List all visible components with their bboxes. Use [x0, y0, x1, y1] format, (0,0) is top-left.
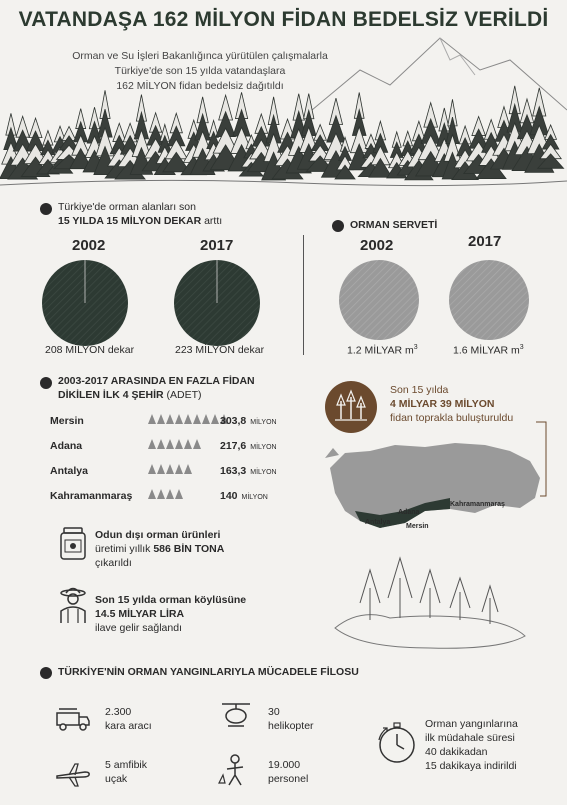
tree-bar [148, 414, 228, 424]
tree-icon [211, 414, 219, 424]
intro-line-1: Orman ve Su İşleri Bakanlığınca yürütülen çalışmalarla [72, 50, 328, 62]
fleet-heading: TÜRKİYE'NİN ORMAN YANGINLARIYLA MÜCADELE FİLOSU [58, 666, 359, 678]
pie-wealth-2002 [337, 258, 421, 342]
tree-icon [166, 414, 174, 424]
staff-label: personel [268, 773, 309, 785]
tree-icon [148, 489, 156, 499]
year-2002-wealth: 2002 [360, 237, 394, 254]
city-name: Mersin [50, 415, 84, 427]
city-unit: MİLYON [250, 444, 277, 451]
intro-line-2: Türkiye'de son 15 yılda vatandaşlara [114, 65, 286, 77]
tree-icon [175, 464, 183, 474]
products-line-3: çıkarıldı [95, 557, 132, 569]
sapling-line-3: fidan toprakla buluşturuldu [390, 412, 514, 424]
vehicles-label: kara aracı [105, 720, 152, 732]
tree-icon [157, 489, 165, 499]
vertical-divider [303, 235, 304, 355]
top-cities-heading [58, 374, 255, 402]
villagers-line-3: ilave gelir sağlandı [95, 622, 182, 634]
forest-wealth-heading: ORMAN SERVETİ [350, 219, 438, 231]
products-highlight: 586 BİN TONA [153, 543, 225, 555]
cubic-sup: 3 [413, 344, 418, 351]
response-line-2: ilk müdahale süresi [425, 732, 515, 744]
forest-area-highlight: 15 YILDA 15 MİLYON DEKAR [58, 215, 202, 227]
tree-icon [202, 414, 210, 424]
pie-wealth-2017 [447, 258, 531, 342]
turkey-map [325, 433, 545, 543]
tree-icon [166, 439, 174, 449]
city-value: 163,3 MİLYON [220, 465, 277, 477]
bullet-icon [332, 220, 344, 232]
city-value: 217,6 MİLYON [220, 440, 277, 452]
tree-icon [148, 464, 156, 474]
city-unit: MİLYON [241, 494, 268, 501]
plane-label: uçak [105, 773, 128, 785]
forest-area-line-1: Türkiye'de orman alanları son [58, 201, 196, 213]
firefighter-icon [215, 753, 255, 789]
island-illustration [330, 548, 530, 653]
stopwatch-icon [375, 718, 419, 766]
products-line-2-pre: üretimi yıllık [95, 543, 154, 555]
map-label-mersin: Mersin [406, 523, 429, 530]
city-name: Antalya [50, 465, 88, 477]
sapling-badge [325, 381, 377, 433]
tree-bar [148, 439, 201, 449]
staff-stat [268, 758, 308, 786]
tree-icon [148, 439, 156, 449]
page-title: VATANDAŞA 162 MİLYON FİDAN BEDELSİZ VERİLDİ [18, 8, 549, 31]
area-2017-value: 223 MİLYON dekar [175, 344, 265, 356]
wealth-2017-text: 1.6 MİLYAR m [453, 344, 520, 357]
city-name: Adana [50, 440, 83, 452]
city-row [50, 438, 310, 456]
year-2017-area: 2017 [200, 237, 234, 254]
top-cities-heading-1: 2003-2017 ARASINDA EN FAZLA FİDAN [58, 375, 255, 387]
pie-area-2017 [172, 258, 262, 348]
staff-number: 19.000 [268, 759, 301, 771]
response-time-text [425, 717, 518, 773]
city-row [50, 488, 310, 506]
wealth-2002-value [347, 341, 418, 358]
forest-area-line-2-rest: arttı [201, 215, 223, 227]
map-label-adana: Adana [398, 509, 420, 516]
city-unit: MİLYON [250, 419, 277, 426]
city-row [50, 463, 310, 481]
city-unit: MİLYON [250, 469, 277, 476]
tree-bar [148, 464, 192, 474]
helicopter-label: helikopter [268, 720, 314, 732]
tree-icon [148, 414, 156, 424]
forest-area-text [58, 200, 222, 228]
villagers-text [95, 593, 246, 635]
response-line-3: 40 dakikadan [425, 746, 488, 758]
bullet-icon [40, 667, 52, 679]
tree-icon [184, 414, 192, 424]
villagers-line-1: Son 15 yılda orman köylüsüne [95, 594, 247, 606]
sapling-line-1: Son 15 yılda [390, 384, 449, 396]
wealth-2002-text: 1.2 MİLYAR m [347, 344, 414, 357]
area-2002-value: 208 MİLYON dekar [45, 344, 135, 356]
plane-stat [105, 758, 147, 786]
wealth-2017-value [453, 341, 524, 358]
tree-icon [157, 464, 165, 474]
intro-line-3: 162 MİLYON fidan bedelsiz dağıtıldı [116, 80, 284, 92]
cubic-sup: 3 [519, 344, 524, 351]
city-name: Kahramanmaraş [50, 490, 133, 502]
plane-icon [55, 760, 91, 788]
honey-jar-icon [58, 525, 88, 561]
tree-icon [184, 439, 192, 449]
sapling-line-2: 4 MİLYAR 39 MİLYON [390, 398, 495, 410]
fire-truck-icon [55, 705, 91, 733]
helicopter-number: 30 [268, 706, 280, 718]
products-text [95, 528, 224, 570]
villager-icon [56, 585, 90, 625]
map-label-kahramanmaras: Kahramanmaraş [450, 501, 505, 508]
products-line-1: Odun dışı orman ürünleri [95, 529, 221, 541]
response-line-1: Orman yangınlarına [425, 718, 518, 730]
tree-icon [175, 439, 183, 449]
top-cities-heading-unit: (ADET) [163, 389, 202, 401]
vehicles-stat [105, 705, 152, 733]
tree-icon [193, 414, 201, 424]
year-2017-wealth: 2017 [468, 233, 502, 250]
tree-icon [157, 414, 165, 424]
map-label-antalya: Antalya [365, 519, 391, 526]
bullet-icon [40, 203, 52, 215]
villagers-highlight: 14.5 MİLYAR LİRA [95, 608, 185, 620]
year-2002-area: 2002 [72, 237, 106, 254]
city-row [50, 413, 310, 431]
tree-icon [184, 464, 192, 474]
tree-icon [193, 439, 201, 449]
tree-icon [157, 439, 165, 449]
response-line-4: 15 dakikaya indirildi [425, 760, 517, 772]
sapling-text [390, 383, 513, 425]
vehicles-number: 2.300 [105, 706, 132, 718]
plane-number: 5 amfibik [105, 759, 148, 771]
bullet-icon [40, 377, 52, 389]
helicopter-icon [218, 700, 254, 732]
city-value: 140 MİLYON [220, 490, 268, 502]
tree-bar [148, 489, 183, 499]
pie-area-2002 [40, 258, 130, 348]
tree-icon [166, 464, 174, 474]
sapling-icon [325, 381, 377, 433]
tree-icon [175, 489, 183, 499]
forest-illustration [0, 85, 567, 195]
city-value: 303,8 MİLYON [220, 415, 277, 427]
tree-icon [166, 489, 174, 499]
tree-icon [175, 414, 183, 424]
top-cities-heading-2: DİKİLEN İLK 4 ŞEHİR [58, 389, 164, 401]
helicopter-stat [268, 705, 314, 733]
